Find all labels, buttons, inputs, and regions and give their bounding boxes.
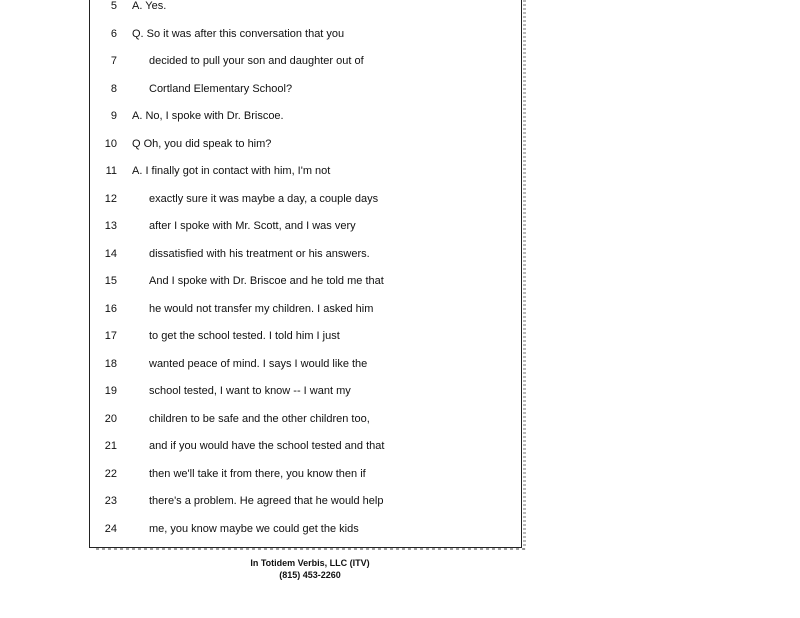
line-number: 20	[104, 413, 117, 425]
line-text: A. Yes.	[132, 0, 167, 12]
line-number: 14	[104, 248, 117, 260]
line-text: and if you would have the school tested and that	[149, 440, 385, 452]
line-number: 24	[104, 523, 117, 535]
line-text: A. No, I spoke with Dr. Briscoe.	[132, 110, 284, 122]
line-text: then we'll take it from there, you know then if	[149, 468, 366, 480]
line-number: 12	[104, 193, 117, 205]
line-number: 19	[104, 385, 117, 397]
line-text: A. I finally got in contact with him, I'm not	[132, 165, 331, 177]
line-number: 16	[104, 303, 117, 315]
line-text: exactly sure it was maybe a day, a couple days	[149, 193, 379, 205]
line-number: 8	[110, 83, 117, 95]
page-shadow-right	[523, 0, 526, 552]
line-text: to get the school tested. I told him I just	[149, 330, 340, 342]
line-text: me, you know maybe we could get the kids	[149, 523, 359, 535]
line-number: 6	[110, 28, 117, 40]
line-text: Q Oh, you did speak to him?	[132, 138, 272, 150]
line-number: 9	[110, 110, 117, 122]
footer-phone: (815) 453-2260	[279, 570, 341, 580]
line-text: dissatisfied with his treatment or his answers.	[149, 248, 370, 260]
line-text: after I spoke with Mr. Scott, and I was very	[149, 220, 356, 232]
line-number: 17	[104, 330, 117, 342]
line-text: Cortland Elementary School?	[149, 83, 293, 95]
transcript-page	[89, 0, 522, 548]
line-text: there's a problem. He agreed that he would help	[149, 495, 384, 507]
page-shadow-bottom	[96, 548, 526, 550]
line-number: 5	[110, 0, 117, 12]
line-text: children to be safe and the other children too,	[149, 413, 370, 425]
line-number: 18	[104, 358, 117, 370]
line-number: 15	[104, 275, 117, 287]
line-text: school tested, I want to know -- I want my	[149, 385, 351, 397]
line-text: wanted peace of mind. I says I would like the	[149, 358, 368, 370]
line-text: he would not transfer my children. I asked him	[149, 303, 374, 315]
line-number: 7	[110, 55, 117, 67]
footer-company: In Totidem Verbis, LLC (ITV)	[250, 558, 370, 568]
line-text: And I spoke with Dr. Briscoe and he told me that	[149, 275, 384, 287]
line-text: Q. So it was after this conversation that you	[132, 28, 345, 40]
line-text: decided to pull your son and daughter out of	[149, 55, 364, 67]
line-number: 22	[104, 468, 117, 480]
line-number: 21	[104, 440, 117, 452]
line-number: 13	[104, 220, 117, 232]
page-footer	[200, 557, 420, 581]
line-number: 10	[104, 138, 117, 150]
line-number: 11	[105, 165, 117, 177]
line-number: 23	[104, 495, 117, 507]
